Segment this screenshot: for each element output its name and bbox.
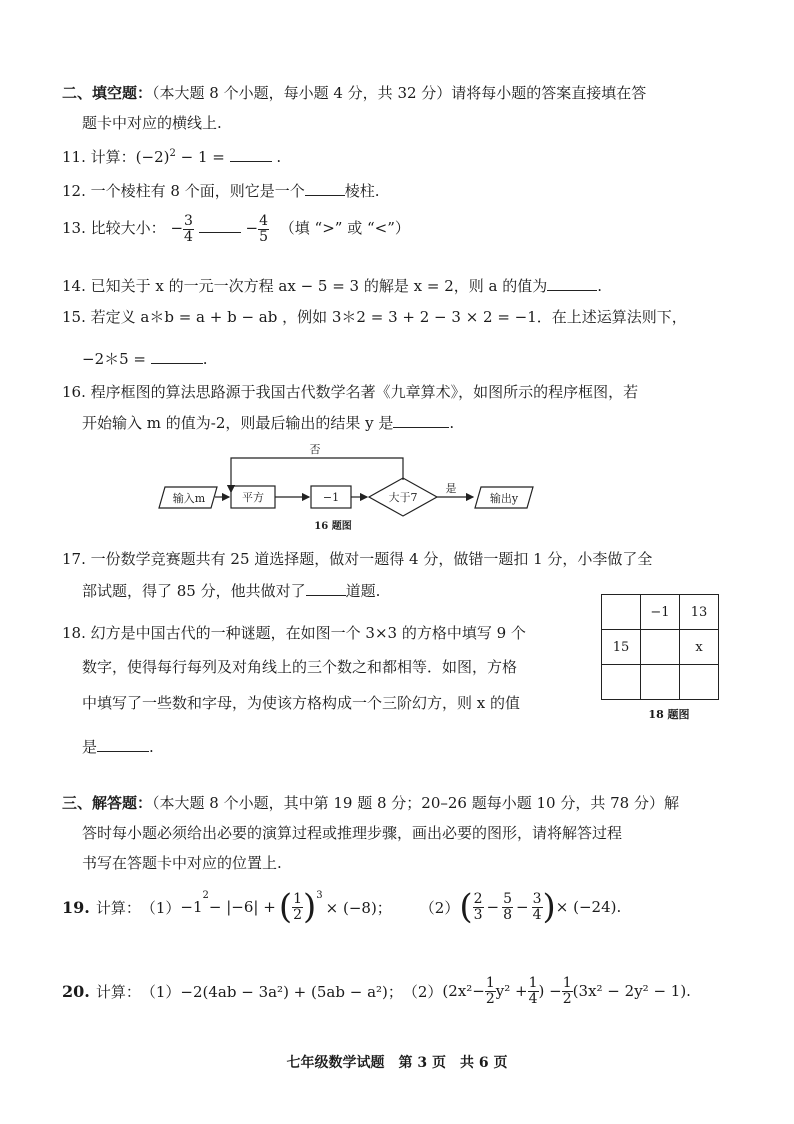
question-11: 11. 计算：$(-2)^2 - 1$ = . [62, 148, 282, 166]
grid-cell: x [680, 630, 719, 665]
question-20: 20. 计算： （1） −2(4ab − 3a²) + (5ab − a²)； （2） (2x² − $\frac{1}{2}$ y² + $\frac{1}{4}$ ) − $\frac{1}{2}$ (3x² − 2y² − 1). [62, 975, 691, 1007]
grid-cell: −1 [641, 595, 680, 630]
section3-intro-line2: 答时每小题必须给出必要的演算过程或推理步骤，画出必要的图形，请将解答过程 [82, 824, 623, 842]
fraction: $\frac{1}{2}$ [562, 975, 572, 1007]
fraction: $\frac{3}{4}$ [532, 890, 542, 923]
fraction: $\frac{1}{2}$ [293, 890, 302, 923]
answer-blank[interactable] [199, 232, 241, 233]
yes-label: 是 [445, 482, 457, 495]
answer-blank[interactable] [547, 290, 597, 291]
section2-intro-line2: 题卡中对应的横线上. [82, 114, 222, 132]
fraction: $\frac{5}{8}$ [503, 890, 513, 923]
loop-line [231, 458, 403, 492]
decision-label: 大于7 [388, 491, 418, 504]
grid-cell [602, 665, 641, 700]
grid-cell [641, 665, 680, 700]
flowchart-caption: 16 题图 [314, 521, 352, 532]
fraction: $\frac{3}{4}$ [184, 213, 193, 245]
fraction: $\frac{4}{5}$ [259, 213, 268, 245]
question-18-line1: 18. 幻方是中国古代的一种谜题，在如图一个 3×3 的方格中填写 9 个 [62, 624, 526, 642]
question-17-line1: 17. 一份数学竞赛题共有 25 道选择题，做对一题得 4 分，做错一题扣 1 分，小李做了全 [62, 550, 653, 568]
no-label: 否 [309, 443, 321, 456]
question-18-line3: 中填写了一些数和字母，为使该方格构成一个三阶幻方，则 x 的值 [82, 694, 520, 712]
question-12: 12. 一个棱柱有 8 个面，则它是一个 棱柱. [62, 182, 380, 200]
section3-intro-line1: 三、解答题：（本大题 8 个小题，其中第 19 题 8 分；20–26 题每小题 10 分，共 78 分）解 [62, 794, 679, 812]
answer-blank[interactable] [393, 427, 449, 428]
question-15-line1: 15. 若定义 a＊b = a + b − ab ，例如 3＊2 = 3 + 2 − 3 × 2 = −1．在上述运算法则下， [62, 308, 687, 326]
answer-blank[interactable] [306, 595, 346, 596]
square-label: 平方 [242, 491, 264, 504]
answer-blank[interactable] [305, 195, 345, 196]
answer-blank[interactable] [97, 751, 149, 752]
section3-heading: 三、解答题： [62, 794, 153, 812]
fraction: $\frac{2}{3}$ [473, 890, 483, 923]
grid-cell: 13 [680, 595, 719, 630]
question-17-line2: 部试题，得了 85 分，他共做对了 道题. [82, 582, 381, 600]
magic-square [601, 594, 719, 722]
magic-square-caption: 18 题图 [648, 708, 690, 721]
question-13: 13. 比较大小： − $\frac{3}{4}$ − $\frac{4}{5}$ （填 “>” 或 “<”） [62, 213, 410, 245]
question-18-line2: 数字，使得每行每列及对角线上的三个数之和都相等．如图，方格 [82, 658, 518, 676]
question-19: 19. 计算： （1） −1 $^2$ − |−6| + ( $\frac{1}{2}$ ) $^3$ × (−8)； （2） ( $\frac{2}{3}$ − $\frac{5}{8}$ − $\frac{3}{4}$ ) × (−24). [62, 887, 622, 927]
question-16-line1: 16. 程序框图的算法思路源于我国古代数学名著《九章算术》，如图所示的程序框图，若 [62, 383, 639, 401]
section2-intro-line1: 二、填空题：（本大题 8 个小题，每小题 4 分，共 32 分）请将每小题的答案直接填在答 [62, 84, 647, 102]
input-label: 输入m [172, 492, 206, 505]
question-14: 14. 已知关于 x 的一元一次方程 ax − 5 = 3 的解是 x = 2，则 a 的值为 . [62, 277, 603, 295]
grid-cell [641, 630, 680, 665]
question-18-line4: 是 . [82, 738, 154, 756]
minus-one-label: −1 [322, 491, 340, 504]
flowchart-diagram [155, 442, 555, 532]
magic-square-grid [601, 594, 719, 700]
section3-intro-line3: 书写在答题卡中对应的位置上. [82, 854, 282, 872]
fraction: $\frac{1}{4}$ [528, 975, 538, 1007]
grid-cell: 15 [602, 630, 641, 665]
question-15-line2: −2＊5 = . [82, 350, 208, 368]
question-16-line2: 开始输入 m 的值为-2，则最后输出的结果 y 是 . [82, 414, 455, 432]
section2-heading: 二、填空题： [62, 84, 153, 102]
output-label: 输出y [489, 492, 519, 505]
answer-blank[interactable] [230, 161, 272, 162]
page-footer: 七年级数学试题 第 3 页 共 6 页 [286, 1055, 508, 1071]
grid-cell [680, 665, 719, 700]
grid-cell [602, 595, 641, 630]
answer-blank[interactable] [151, 363, 203, 364]
fraction: $\frac{1}{2}$ [485, 975, 495, 1007]
